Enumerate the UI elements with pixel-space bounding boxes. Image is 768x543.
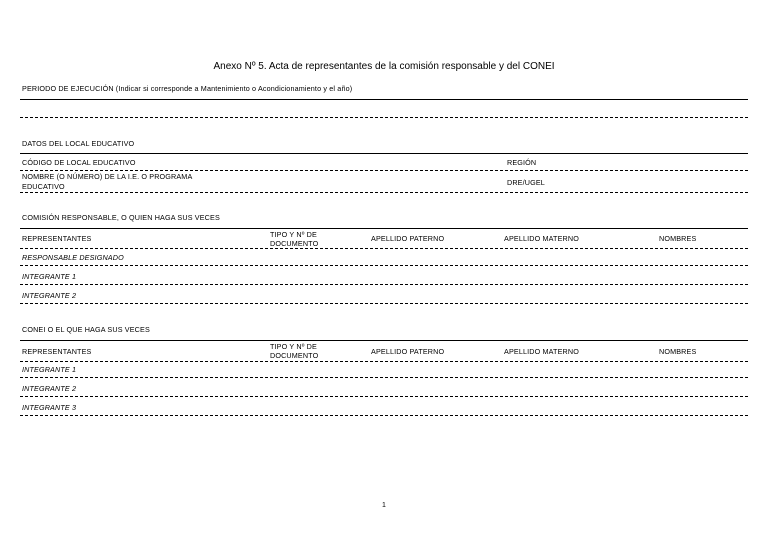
comision-col-nombres: NOMBRES bbox=[659, 234, 697, 243]
conei-row-rule bbox=[20, 396, 748, 397]
codigo-local-label: CÓDIGO DE LOCAL EDUCATIVO bbox=[22, 158, 136, 167]
conei-col-apellido-materno: APELLIDO MATERNO bbox=[504, 347, 579, 356]
codigo-row-rule bbox=[20, 170, 748, 171]
conei-col-apellido-paterno: APELLIDO PATERNO bbox=[371, 347, 445, 356]
comision-col-apellido-paterno: APELLIDO PATERNO bbox=[371, 234, 445, 243]
conei-heading: CONEI O EL QUE HAGA SUS VECES bbox=[22, 325, 150, 334]
comision-row-label: INTEGRANTE 2 bbox=[22, 291, 77, 300]
document-title: Anexo Nº 5. Acta de representantes de la comisión responsable y del CONEI bbox=[213, 61, 555, 72]
conei-row-label: INTEGRANTE 2 bbox=[22, 384, 77, 393]
comision-header-rule bbox=[20, 248, 748, 249]
conei-col-tipo-line1: TIPO Y Nº DE bbox=[270, 342, 317, 351]
datos-local-heading: DATOS DEL LOCAL EDUCATIVO bbox=[22, 139, 135, 148]
comision-top-rule bbox=[20, 228, 748, 229]
conei-col-nombres: NOMBRES bbox=[659, 347, 697, 356]
comision-row-label: INTEGRANTE 1 bbox=[22, 272, 77, 281]
comision-heading: COMISIÓN RESPONSABLE, O QUIEN HAGA SUS VECES bbox=[22, 213, 220, 222]
comision-col-tipo-line2: DOCUMENTO bbox=[270, 239, 319, 248]
conei-top-rule bbox=[20, 340, 748, 341]
comision-row-rule bbox=[20, 284, 748, 285]
periodo-dashed-rule bbox=[20, 117, 748, 118]
conei-row-rule bbox=[20, 377, 748, 378]
comision-row-rule bbox=[20, 303, 748, 304]
comision-row-label: RESPONSABLE DESIGNADO bbox=[22, 253, 124, 262]
periodo-label: PERIODO DE EJECUCIÓN (Indicar si corresponde a Mantenimiento o Acondicionamiento y el año) bbox=[22, 84, 353, 93]
nombre-ie-label-line1: NOMBRE (O NÚMERO) DE LA I.E. O PROGRAMA bbox=[22, 172, 193, 181]
page-number: 1 bbox=[382, 502, 386, 509]
nombre-ie-label-line2: EDUCATIVO bbox=[22, 182, 65, 191]
conei-row-label: INTEGRANTE 3 bbox=[22, 403, 77, 412]
comision-col-tipo-line1: TIPO Y Nº DE bbox=[270, 230, 317, 239]
periodo-rule bbox=[20, 99, 748, 100]
datos-local-top-rule bbox=[20, 153, 748, 154]
dre-ugel-label: DRE/UGEL bbox=[507, 178, 545, 187]
region-label: REGIÓN bbox=[507, 158, 537, 167]
conei-row-rule bbox=[20, 415, 748, 416]
nombre-row-rule bbox=[20, 192, 748, 193]
conei-row-label: INTEGRANTE 1 bbox=[22, 365, 77, 374]
comision-col-representantes: REPRESENTANTES bbox=[22, 234, 92, 243]
conei-header-rule bbox=[20, 361, 748, 362]
comision-col-apellido-materno: APELLIDO MATERNO bbox=[504, 234, 579, 243]
conei-col-representantes: REPRESENTANTES bbox=[22, 347, 92, 356]
comision-row-rule bbox=[20, 265, 748, 266]
conei-col-tipo-line2: DOCUMENTO bbox=[270, 351, 319, 360]
